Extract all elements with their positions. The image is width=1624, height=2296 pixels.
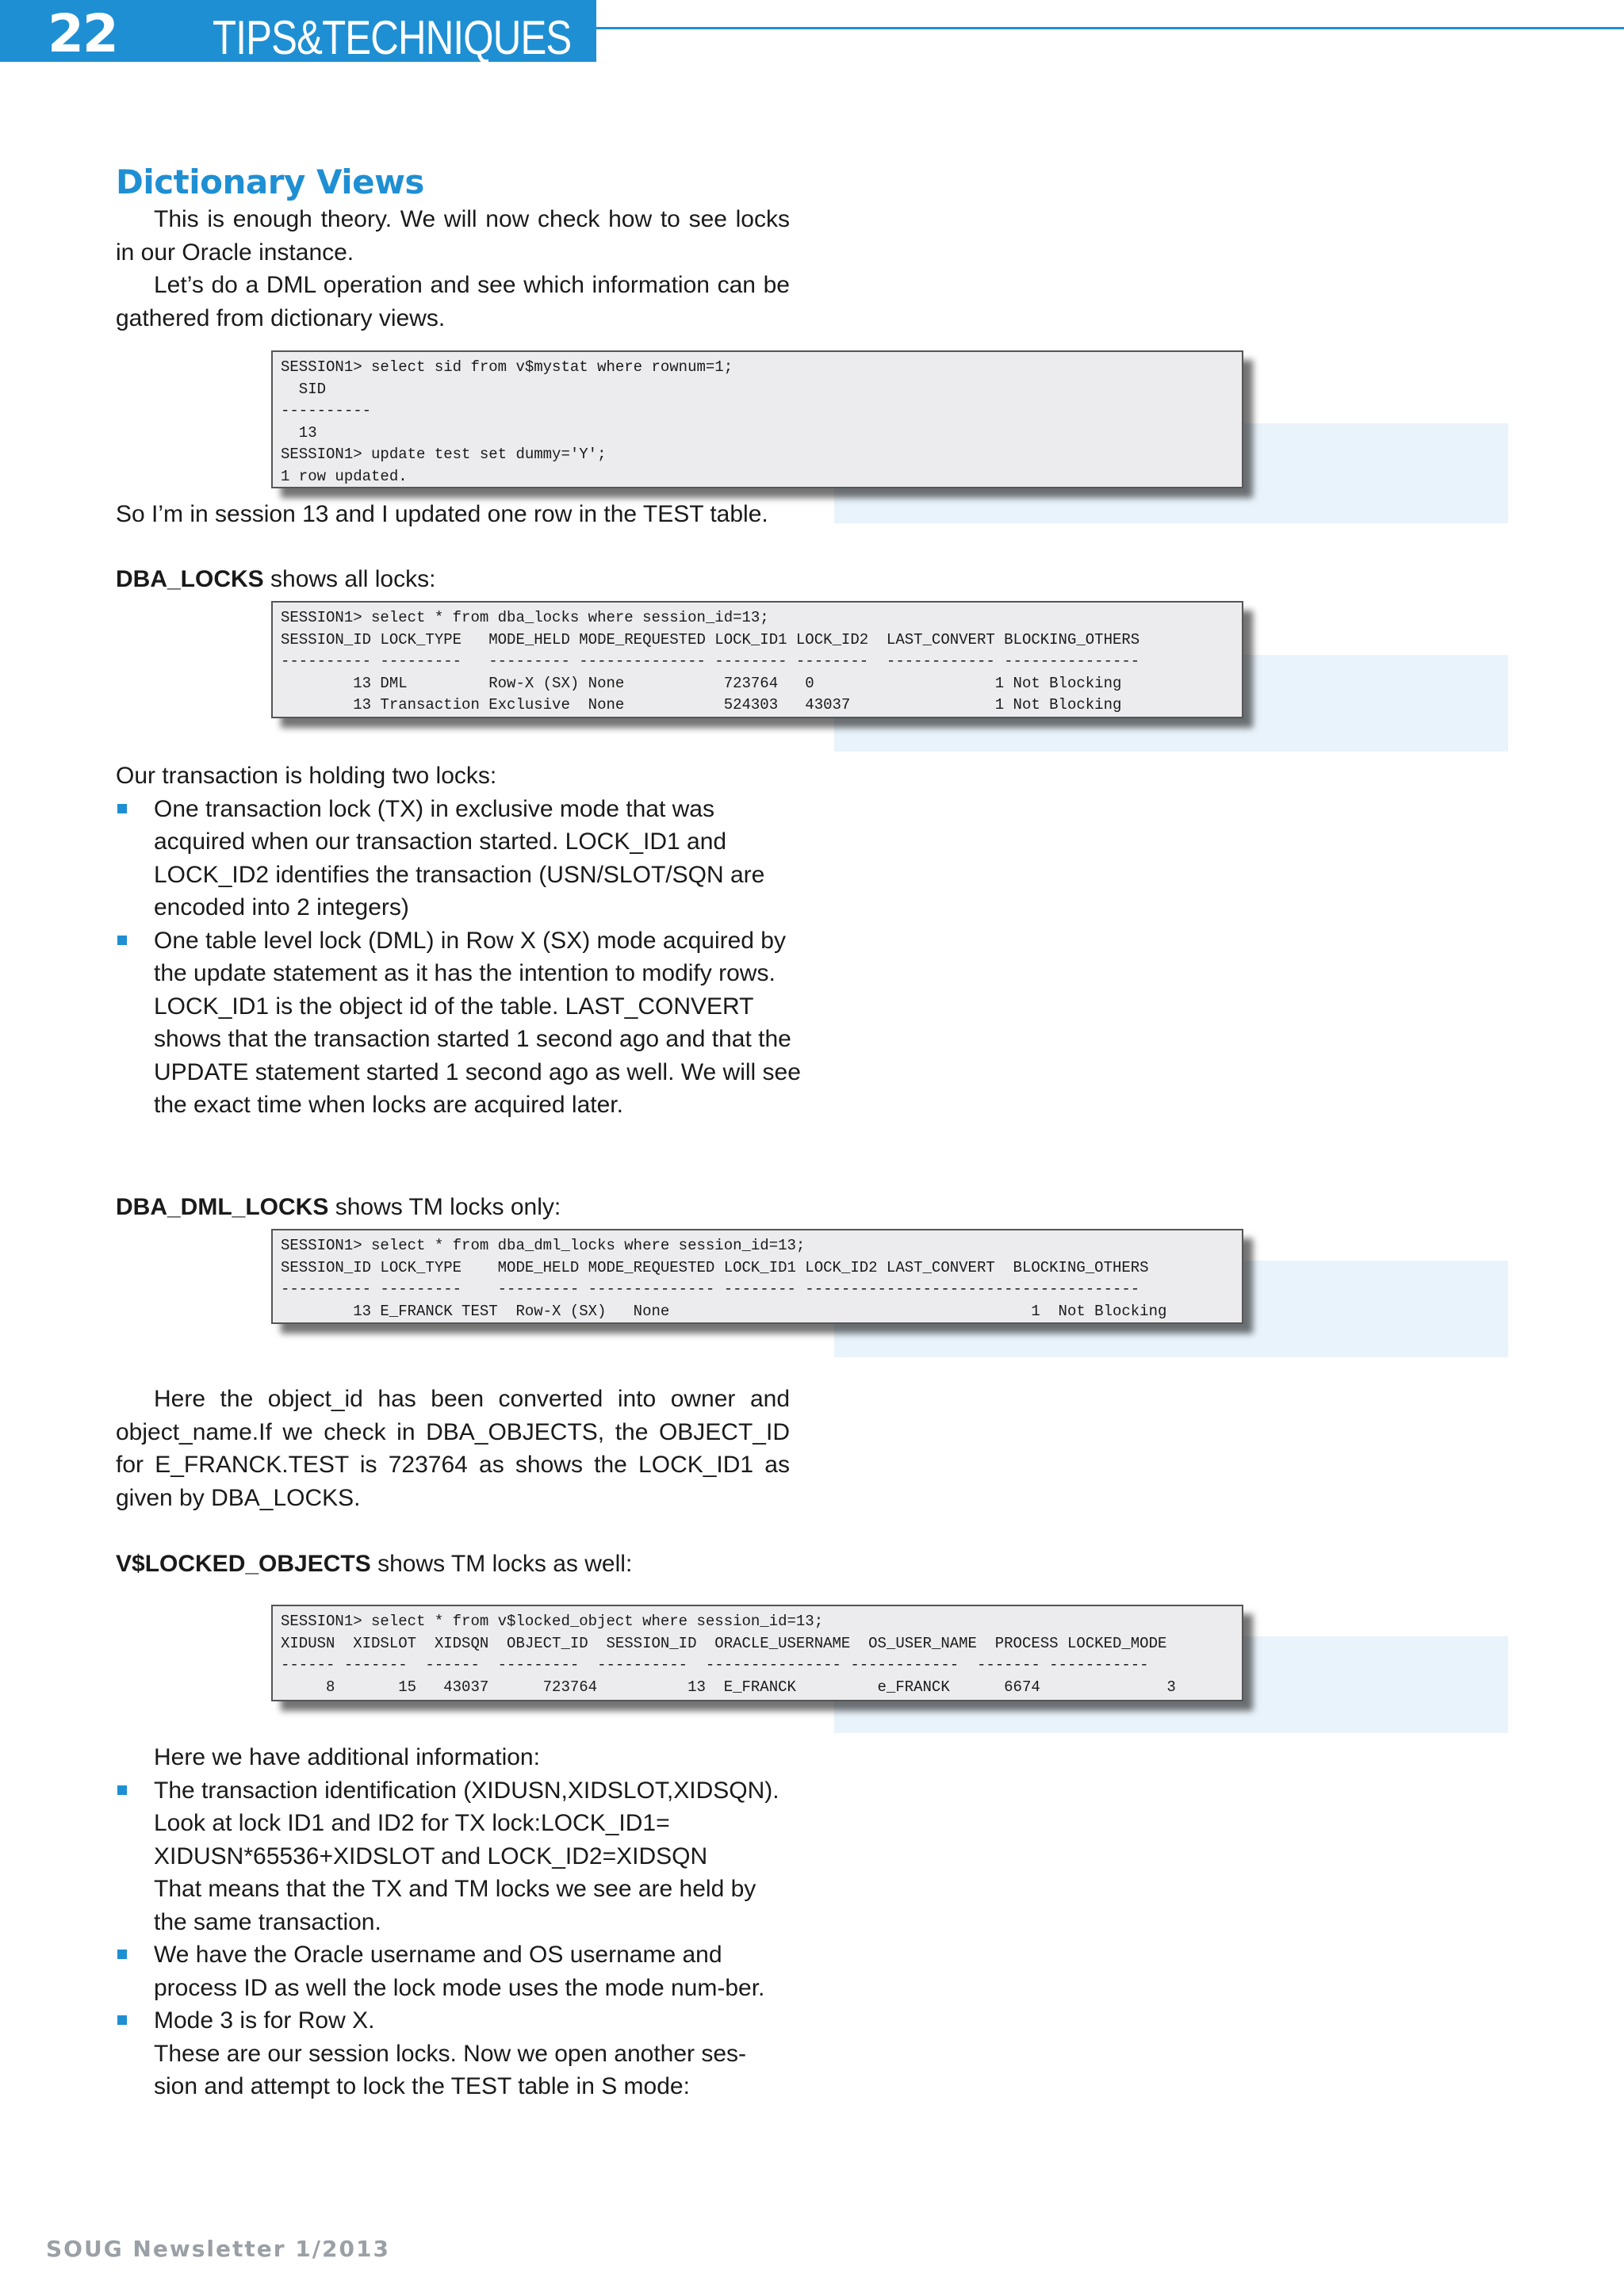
code-text: SESSION1> select sid from v$mystat where rownum=1; SID ---------- 13 SESSION1> update test set dummy='Y'; 1 row updated. — [281, 358, 733, 485]
code-text: SESSION1> select * from dba_dml_locks where session_id=13; SESSION_ID LOCK_TYPE MODE_HELD MODE_REQUESTED LOCK_ID1 LOCK_ID2 LAST_CONVERT BLOCKING_OTHERS ---------- --------- --------- -------------- -------- ------------------------------------- 13 E_FRANCK TEST Row-X (SX) None 1 Not Blocking — [281, 1237, 1167, 1320]
intro-paragraph: Let’s do a DML operation and see which information can be gathered from dictionary views. — [116, 272, 790, 331]
page-heading: Dictionary Views — [116, 163, 424, 201]
list-item: One transaction lock (TX) in exclusive mode that was acquired when our transaction started. LOCK_ID1 and LOCK_ID2 identifies the transaction (USN/SLOT/SQN are encoded into 2 integers) — [116, 793, 804, 924]
code-block — [271, 601, 1243, 718]
body-paragraph: So I’m in session 13 and I updated one row in the TEST table. — [116, 501, 768, 527]
intro-text — [116, 203, 790, 335]
footer: SOUG Newsletter 1/2013 — [46, 2236, 390, 2262]
list-item-continuation: That means that the TX and TM locks we see are held by the same transaction. — [154, 1876, 756, 1935]
list-item: Mode 3 is for Row X. — [116, 2004, 798, 2038]
view-name: DBA_LOCKS — [116, 566, 264, 592]
locks-explanation — [116, 760, 801, 1122]
closing-paragraph: These are our session locks. Now we open another ses-sion and attempt to lock the TEST table in S mode: — [154, 2040, 747, 2099]
section-label — [116, 1191, 790, 1224]
body-paragraph: Here the object_id has been converted into owner and object_name.If we check in DBA_OBJECTS, the OBJECT_ID for E_FRANCK.TEST is 723764 as shows the LOCK_ID1 as given by DBA_LOCKS. — [116, 1386, 790, 1511]
list-item: One table level lock (DML) in Row X (SX) mode acquired by the update statement as it has the intention to modify rows. LOCK_ID1 is the object id of the table. LAST_CONVERT shows that the transaction started 1 second ago and that the UPDATE statement started 1 second ago as well. We will see the exact time when locks are acquired later. — [116, 924, 804, 1122]
section-title: TIPS&TECHNIQUES — [213, 11, 572, 64]
view-description: shows TM locks only: — [328, 1194, 561, 1220]
header-rule — [596, 27, 1624, 29]
view-description: shows all locks: — [263, 566, 436, 592]
code-block — [271, 1605, 1243, 1701]
code-block — [271, 1229, 1243, 1324]
section-label — [116, 563, 790, 596]
view-name: V$LOCKED_OBJECTS — [116, 1551, 371, 1577]
view-name: DBA_DML_LOCKS — [116, 1194, 329, 1220]
page-number: 22 — [48, 3, 117, 64]
list-intro: Our transaction is holding two locks: — [116, 763, 497, 789]
additional-info — [116, 1741, 798, 2103]
list-item — [116, 1774, 788, 1939]
intro-paragraph: This is enough theory. We will now check how to see locks in our Oracle instance. — [116, 206, 790, 266]
list-item: We have the Oracle username and OS username and process ID as well the lock mode uses the mode num-ber. — [116, 1938, 772, 2004]
view-description: shows TM locks as well: — [370, 1551, 633, 1577]
list-intro: Here we have additional information: — [154, 1744, 540, 1770]
section-label — [116, 1548, 790, 1581]
code-text: SESSION1> select * from dba_locks where session_id=13; SESSION_ID LOCK_TYPE MODE_HELD MODE_REQUESTED LOCK_ID1 LOCK_ID2 LAST_CONVERT BLOCKING_OTHERS ---------- --------- --------- -------------- -------- -------- ------------ --------------- 13 DML Row-X (SX) None 723764 0 1 Not Blocking 13 Transaction Exclusive None 524303 43037 1 Not Blocking — [281, 609, 1140, 714]
code-block — [271, 350, 1243, 488]
bullet-list — [116, 793, 801, 1122]
list-item-text: The transaction identification (XIDUSN,XIDSLOT,XIDSQN). Look at lock ID1 and ID2 for TX lock:LOCK_ID1= XIDUSN*65536+XIDSLOT and LOCK_ID2=XIDSQN — [154, 1777, 779, 1869]
bullet-list — [116, 1774, 798, 2038]
code-text: SESSION1> select * from v$locked_object where session_id=13; XIDUSN XIDSLOT XIDSQN OBJECT_ID SESSION_ID ORACLE_USERNAME OS_USER_NAME PROCESS LOCKED_MODE ------ ------- ------ --------- ---------- --------------- ------------ ------- ----------- 8 15 43037 723764 13 E_FRANCK e_FRANCK 6674 3 — [281, 1613, 1176, 1696]
